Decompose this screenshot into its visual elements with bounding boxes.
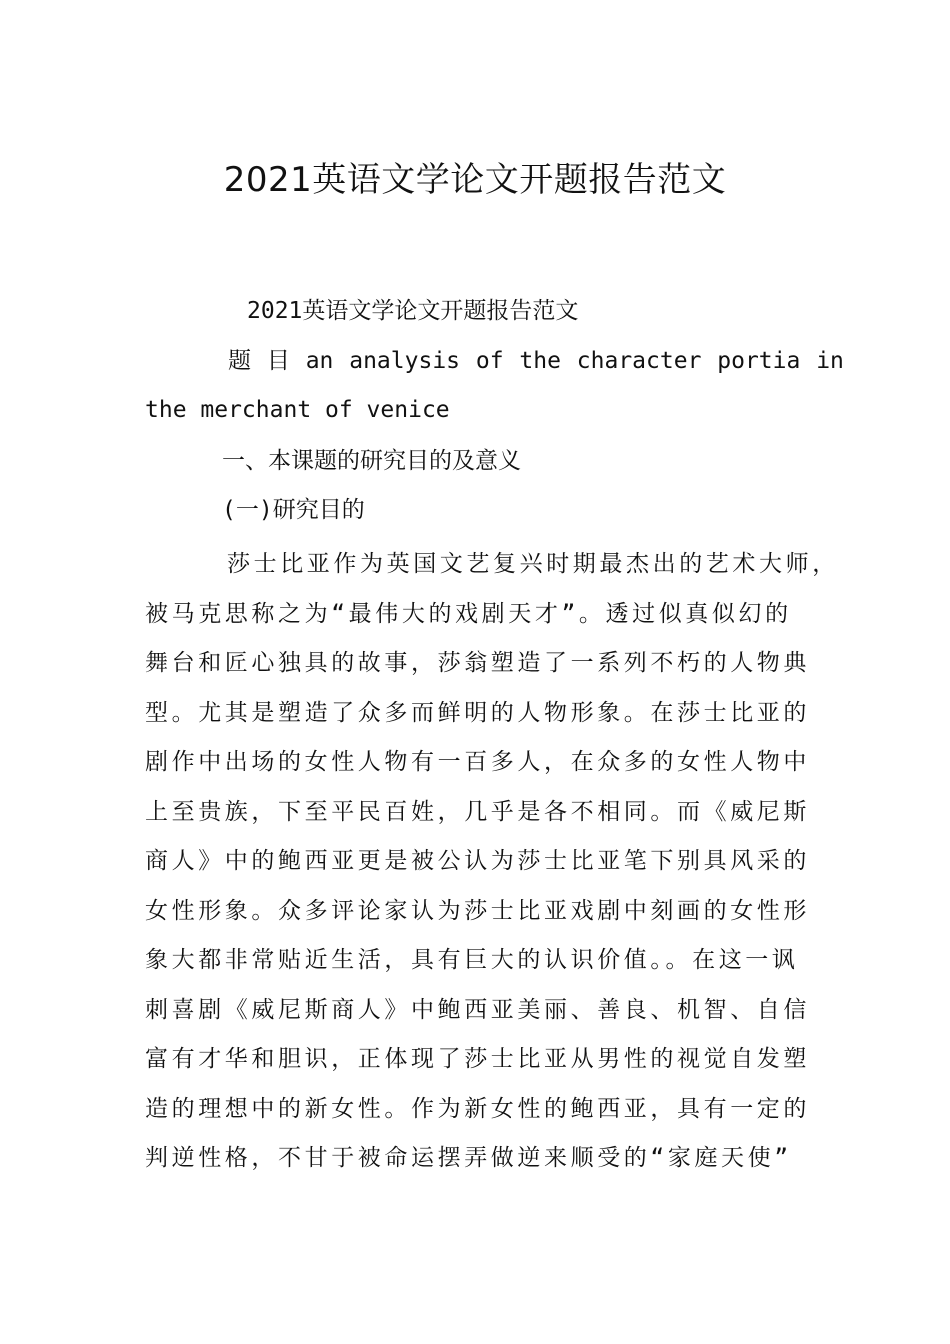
section-heading: 一、本课题的研究目的及意义 bbox=[222, 448, 521, 474]
paragraph-line: 富有才华和胆识，正体现了莎士比亚从男性的视觉自发塑 bbox=[145, 1046, 810, 1072]
paragraph-line: 刺喜剧《威尼斯商人》中鲍西亚美丽、善良、机智、自信 bbox=[145, 996, 810, 1023]
topic-line-1: 题 目 an analysis of the character portia in bbox=[228, 348, 844, 374]
paragraph-line: 象大都非常贴近生活，具有巨大的认识价值。。在这一讽 bbox=[145, 947, 799, 973]
paragraph-line: 判逆性格，不甘于被命运摆弄做逆来顺受的“家庭天使” bbox=[145, 1145, 792, 1171]
document-subtitle: 2021英语文学论文开题报告范文 bbox=[247, 298, 579, 324]
paragraph-line: 莎士比亚作为英国文艺复兴时期最杰出的艺术大师， bbox=[227, 551, 839, 577]
paragraph-line: 商人》中的鲍西亚更是被公认为莎士比亚笔下别具风采的 bbox=[145, 848, 810, 874]
page-title: 2021英语文学论文开题报告范文 bbox=[223, 160, 727, 200]
paragraph-line: 被马克思称之为“最伟大的戏剧天才”。透过似真似幻的 bbox=[145, 600, 792, 627]
body-paragraph bbox=[145, 540, 839, 1184]
paragraph-line: 舞台和匠心独具的故事，莎翁塑造了一系列不朽的人物典 bbox=[145, 650, 810, 676]
paragraph-line: 剧作中出场的女性人物有一百多人，在众多的女性人物中 bbox=[145, 749, 810, 775]
paragraph-line: 上至贵族，下至平民百姓，几乎是各不相同。而《威尼斯 bbox=[145, 798, 810, 825]
paragraph-line: 女性形象。众多评论家认为莎士比亚戏剧中刻画的女性形 bbox=[145, 897, 810, 924]
subsection-heading: (一)研究目的 bbox=[222, 497, 365, 523]
paragraph-line: 造的理想中的新女性。作为新女性的鲍西亚，具有一定的 bbox=[145, 1095, 810, 1122]
topic-line-2: the merchant of venice bbox=[145, 397, 450, 423]
paragraph-line: 型。尤其是塑造了众多而鲜明的人物形象。在莎士比亚的 bbox=[145, 699, 810, 726]
